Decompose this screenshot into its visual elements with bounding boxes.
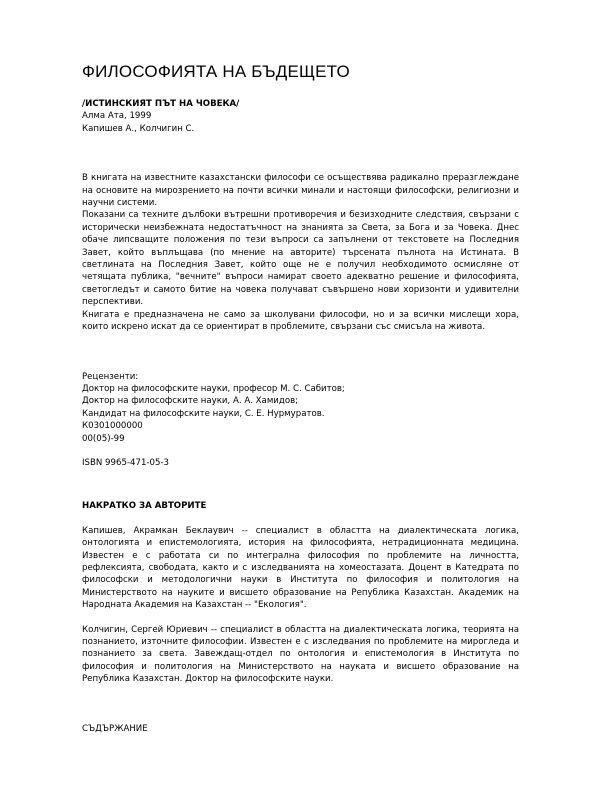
catalog-code: К0301000000 [82, 421, 143, 432]
contents-heading: СЪДЪРЖАНИЕ [82, 723, 148, 734]
about-authors-heading: НАКРАТКО ЗА АВТОРИТЕ [82, 501, 207, 512]
document-subtitle: /ИСТИНСКИЯТ ПЪТ НА ЧОВЕКА/ [82, 99, 240, 109]
about-authors-section [82, 500, 519, 685]
intro-paragraph: Показани са техните дълбоки вътрешни противоречия и безизходните следствия, свързани с исторически неизбежната недостатъчност на знанията за Света, за Бога и за Човека. Днес обаче липсващите положения по тези въпроси са запълнени от текстовете на Последния Завет, който въплъщава (по мнение на авторите) търсената пълнота на Истината. В светлината на Последния Завет, който още не е получил необходимото осмисляне от четящата публика, "вечните" въпроси намират своето адекватно решение и философията, светогледът и самото битие на човека получават съвършено нови хоризонти и удивителни перспективи. [82, 210, 519, 308]
author-bio: Колчигин, Сергей Юриевич -- специалист в областта на диалектическата логика, теорията на познанието, източните философии. Известен е с изследвания по проблемите на мирогледа и познанието за света. Завеждащ-отдел по онтология и епистемология в Института по философия и политология на Министерството на науката и висшето образование на Република Казахстан. Доктор на философските науки. [82, 624, 519, 685]
authors-line: Капишев А., Колчигин С. [82, 123, 195, 134]
intro-paragraph: В книгата на известните казахстански философи се осъществява радикално преразглеждане на основите на мирозрението на почти всички минали и настоящи философски, религиозни и научни системи. [82, 173, 519, 209]
catalog-code: 00(05)-99 [82, 433, 125, 444]
isbn: ISBN 9965-471-05-3 [82, 457, 170, 468]
author-bio: Капишев, Акрамкан Беклаувич -- специалист в областта на диалектическата логика, онтологията и епистемологията, история на философията, нетрадиционната медицина. Известен е с работата си по интегрална философия по проблемите на личността, рефлексията, свободата, както и с изследванията на хомеостазата. Доцент в Катедрата по философски и методологични науки в Института по философия и политология на Министерството на науките и висшето образование на Република Казахстан. Академик на Народната Академия на Казахстан -- "Екология". [82, 525, 519, 611]
reviewer-line: Кандидат на философските науки, С. Е. Нурмуратов. [82, 408, 325, 419]
reviewer-line: Доктор на философските науки, професор М. С. Сабитов; [82, 383, 345, 394]
document-title: ФИЛОСОФИЯТА НА БЪДЕЩЕТО [82, 62, 350, 81]
document-page [82, 62, 519, 735]
intro-paragraph: Книгата е предназначена не само за школувани философи, но и за всички мислещи хора, които искрено искат да се ориентират в проблемите, свързани със смисъла на живота. [82, 309, 519, 333]
reviewer-line: Доктор на философските науки, А. А. Хамидов; [82, 396, 299, 407]
reviewers-label: Рецензенти: [82, 371, 139, 382]
intro-section [82, 172, 519, 333]
place-year: Алма Ата, 1999 [82, 111, 152, 122]
reviewers-section [82, 371, 519, 470]
